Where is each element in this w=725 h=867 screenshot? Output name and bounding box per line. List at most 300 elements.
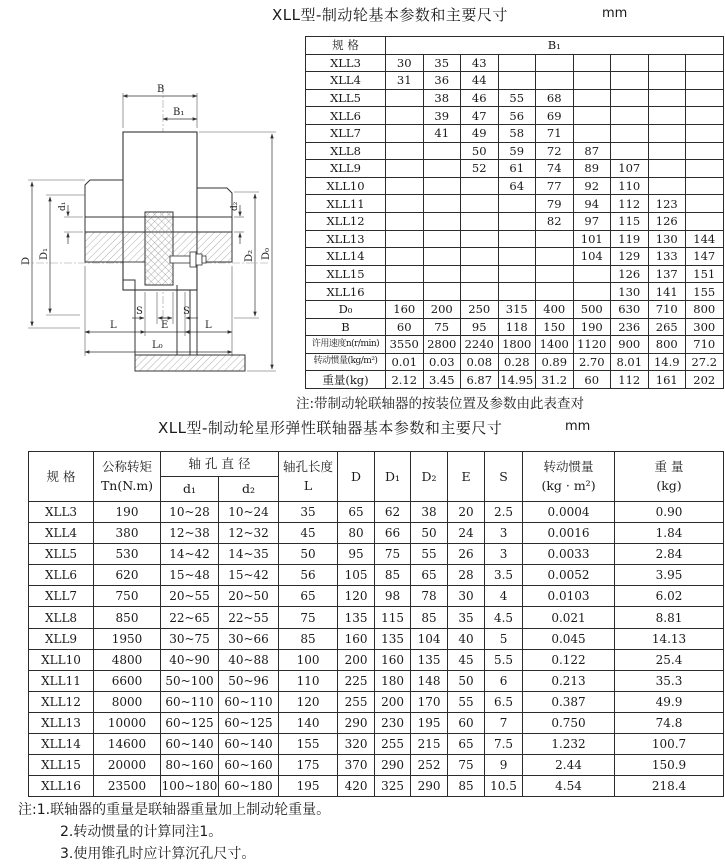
table-row xyxy=(29,776,724,797)
table-cell xyxy=(498,195,536,213)
table-cell xyxy=(573,265,611,283)
table-cell xyxy=(573,89,611,107)
table-cell xyxy=(498,212,536,230)
table-cell: 20000 xyxy=(94,755,161,776)
table-cell xyxy=(386,248,424,266)
table-cell: 45 xyxy=(279,523,338,544)
table-cell: 60~125 xyxy=(219,712,279,733)
table-cell: 35 xyxy=(423,54,461,72)
table-cell: 3 xyxy=(485,523,523,544)
dim-label-D0: D₀ xyxy=(261,247,272,260)
table-cell: 200 xyxy=(375,691,411,712)
table-cell: 0.28 xyxy=(498,353,536,371)
row-label: XLL6 xyxy=(306,107,386,125)
table-cell: 0.213 xyxy=(523,670,615,691)
table-cell: 161 xyxy=(648,371,686,389)
table-cell xyxy=(611,72,649,90)
table-cell: 0.021 xyxy=(523,607,615,628)
inertia-line2: (kg · m²) xyxy=(541,477,596,493)
table-cell: 120 xyxy=(279,691,338,712)
table-cell: 60~110 xyxy=(161,691,219,712)
table-cell: 65 xyxy=(338,502,375,523)
table-cell: 0.03 xyxy=(423,353,461,371)
table-cell: 72 xyxy=(536,142,574,160)
table-cell: 85 xyxy=(411,607,448,628)
table-cell xyxy=(386,177,424,195)
table-cell: 2800 xyxy=(423,336,461,354)
table-cell xyxy=(386,230,424,248)
table-cell xyxy=(536,54,574,72)
table-cell: 2.44 xyxy=(523,755,615,776)
table-cell xyxy=(573,107,611,125)
table-cell xyxy=(386,89,424,107)
table-cell xyxy=(498,248,536,266)
col-header-inertia xyxy=(523,452,615,502)
table-cell xyxy=(573,54,611,72)
table-cell xyxy=(648,142,686,160)
row-label: 转动惯量(kg/m²) xyxy=(306,353,386,371)
table-cell: 315 xyxy=(498,300,536,318)
table-cell xyxy=(648,107,686,125)
table-cell: 60 xyxy=(386,318,424,336)
table-cell: 58 xyxy=(498,124,536,142)
table1-note: 注:带制动轮联轴器的按装位置及参数由此表查对 xyxy=(296,396,585,412)
table-cell: 35 xyxy=(448,607,485,628)
table-cell xyxy=(536,248,574,266)
table-cell: 79 xyxy=(536,195,574,213)
table-cell: 107 xyxy=(611,160,649,178)
table-cell: 14~42 xyxy=(161,544,219,565)
table-cell: 9 xyxy=(485,755,523,776)
table-cell: 82 xyxy=(536,212,574,230)
row-label: XLL11 xyxy=(29,670,94,691)
table-cell: 130 xyxy=(648,230,686,248)
table-cell xyxy=(611,107,649,125)
table-row xyxy=(29,523,724,544)
table-cell: 52 xyxy=(461,160,499,178)
table-row xyxy=(306,142,724,160)
table-cell: 50~100 xyxy=(161,670,219,691)
table-cell: 3.45 xyxy=(423,371,461,389)
table-row xyxy=(29,607,724,628)
col-header-d1: d₁ xyxy=(161,477,219,502)
table-cell: 85 xyxy=(279,628,338,649)
table-cell: 255 xyxy=(375,734,411,755)
table-cell: 85 xyxy=(375,565,411,586)
torque-line1: 公称转矩 xyxy=(101,458,152,474)
row-label: XLL10 xyxy=(306,177,386,195)
table-cell: 104 xyxy=(411,628,448,649)
table-cell: 170 xyxy=(411,691,448,712)
table-cell xyxy=(573,72,611,90)
table-cell: 5.5 xyxy=(485,649,523,670)
table-cell xyxy=(386,265,424,283)
table-cell xyxy=(686,54,724,72)
table-cell: 98 xyxy=(375,586,411,607)
table-cell xyxy=(648,89,686,107)
table-row xyxy=(306,371,724,389)
table-cell: 6 xyxy=(485,670,523,691)
table-cell xyxy=(648,54,686,72)
table-cell: 180 xyxy=(375,670,411,691)
table-cell xyxy=(686,124,724,142)
table-cell: 74 xyxy=(536,160,574,178)
table-cell xyxy=(423,160,461,178)
table-cell: 2.5 xyxy=(485,502,523,523)
table-cell xyxy=(686,142,724,160)
table-cell: 40 xyxy=(448,628,485,649)
table-cell: 8.81 xyxy=(615,607,724,628)
table-row xyxy=(306,72,724,90)
table-row xyxy=(306,300,724,318)
table-cell: 24 xyxy=(448,523,485,544)
table-cell: 49.9 xyxy=(615,691,724,712)
table-cell: 4800 xyxy=(94,649,161,670)
table-cell xyxy=(423,177,461,195)
table-cell: 55 xyxy=(448,691,485,712)
table-cell: 60~180 xyxy=(219,776,279,797)
table-cell xyxy=(461,248,499,266)
table-cell: 140 xyxy=(279,712,338,733)
dim-label-d1: d₁ xyxy=(58,201,68,211)
table-cell: 60~140 xyxy=(161,734,219,755)
table-cell: 75 xyxy=(448,755,485,776)
table-cell: 255 xyxy=(338,691,375,712)
table-cell: 800 xyxy=(648,336,686,354)
table-cell: 265 xyxy=(648,318,686,336)
table-cell: 20~55 xyxy=(161,586,219,607)
table-cell: 135 xyxy=(338,607,375,628)
table-cell: 101 xyxy=(573,230,611,248)
table-cell: 1120 xyxy=(573,336,611,354)
table-cell: 0.387 xyxy=(523,691,615,712)
row-label: XLL5 xyxy=(29,544,94,565)
table-cell: 190 xyxy=(573,318,611,336)
dim-label-L0: L₀ xyxy=(152,340,163,351)
table-cell: 320 xyxy=(338,734,375,755)
row-label: XLL13 xyxy=(306,230,386,248)
row-label: XLL12 xyxy=(306,212,386,230)
row-label: XLL13 xyxy=(29,712,94,733)
table-cell: 144 xyxy=(686,230,724,248)
brake-wheel-table xyxy=(305,36,724,389)
table-cell xyxy=(648,72,686,90)
table-cell: 0.0052 xyxy=(523,565,615,586)
table-cell: 27.2 xyxy=(686,353,724,371)
table-cell: 0.90 xyxy=(615,502,724,523)
table-cell: 100~180 xyxy=(161,776,219,797)
table-cell: 44 xyxy=(461,72,499,90)
table-cell xyxy=(686,89,724,107)
table-row xyxy=(29,691,724,712)
table-cell xyxy=(386,142,424,160)
table-cell: 3.95 xyxy=(615,565,724,586)
table-cell: 22~65 xyxy=(161,607,219,628)
table-cell xyxy=(498,72,536,90)
table-cell: 60~125 xyxy=(161,712,219,733)
row-label: XLL15 xyxy=(306,265,386,283)
table-cell: 141 xyxy=(648,283,686,301)
table-cell: 75 xyxy=(423,318,461,336)
row-label: 重量(kg) xyxy=(306,371,386,389)
table-cell: 2240 xyxy=(461,336,499,354)
table-row xyxy=(306,283,724,301)
table-cell xyxy=(536,265,574,283)
table-row xyxy=(306,353,724,371)
table-cell: 43 xyxy=(461,54,499,72)
table-cell: 115 xyxy=(375,607,411,628)
table-cell: 300 xyxy=(686,318,724,336)
table-cell: 0.0033 xyxy=(523,544,615,565)
table-cell: 49 xyxy=(461,124,499,142)
dim-label-S-right: S xyxy=(183,306,190,317)
table-cell: 160 xyxy=(338,628,375,649)
table-row xyxy=(29,586,724,607)
row-label: B xyxy=(306,318,386,336)
col-header-D1: D₁ xyxy=(375,452,411,502)
bottom-note-3: 3.使用锥孔时应计算沉孔尺寸。 xyxy=(60,846,256,862)
table-row xyxy=(29,565,724,586)
table-cell: 22~55 xyxy=(219,607,279,628)
table-row xyxy=(306,89,724,107)
table-header-row xyxy=(306,37,724,55)
table-row xyxy=(29,502,724,523)
table-cell: 120 xyxy=(338,586,375,607)
col-header-spec: 规 格 xyxy=(306,37,386,55)
table-cell: 61 xyxy=(498,160,536,178)
row-label: XLL5 xyxy=(306,89,386,107)
table-cell: 75 xyxy=(279,607,338,628)
col-header-S: S xyxy=(485,452,523,502)
table-cell: 3.5 xyxy=(485,565,523,586)
row-label: XLL4 xyxy=(306,72,386,90)
table-cell: 155 xyxy=(279,734,338,755)
table-cell: 46 xyxy=(461,89,499,107)
table-cell: 0.01 xyxy=(386,353,424,371)
col-header-weight xyxy=(615,452,724,502)
table-cell xyxy=(498,265,536,283)
table-cell: 47 xyxy=(461,107,499,125)
table-cell xyxy=(573,124,611,142)
table-cell xyxy=(423,283,461,301)
table-cell xyxy=(611,89,649,107)
table-cell: 218.4 xyxy=(615,776,724,797)
col-header-d2: d₂ xyxy=(219,477,279,502)
table-cell xyxy=(461,265,499,283)
table-cell: 100 xyxy=(279,649,338,670)
table-cell: 290 xyxy=(375,755,411,776)
table-cell: 137 xyxy=(648,265,686,283)
table-cell: 290 xyxy=(411,776,448,797)
table-cell: 15~48 xyxy=(161,565,219,586)
row-label: XLL7 xyxy=(306,124,386,142)
table-cell: 800 xyxy=(686,300,724,318)
table-cell: 5 xyxy=(485,628,523,649)
row-label: XLL14 xyxy=(29,734,94,755)
table-cell: 6.02 xyxy=(615,586,724,607)
table-cell: 6.87 xyxy=(461,371,499,389)
row-label: XLL8 xyxy=(29,607,94,628)
table-row xyxy=(306,248,724,266)
table-cell: 175 xyxy=(279,755,338,776)
row-label: XLL9 xyxy=(306,160,386,178)
table-cell: 23500 xyxy=(94,776,161,797)
col-header-D2: D₂ xyxy=(411,452,448,502)
table-cell: 1.232 xyxy=(523,734,615,755)
table-cell: 148 xyxy=(411,670,448,691)
table-row xyxy=(306,195,724,213)
table-cell: 900 xyxy=(611,336,649,354)
table-cell: 65 xyxy=(411,565,448,586)
table-cell xyxy=(686,72,724,90)
col-header-bore-len xyxy=(279,452,338,502)
col-header-D: D xyxy=(338,452,375,502)
weight-line1: 重 量 xyxy=(654,458,684,474)
bottom-note-1: 注:1.联轴器的重量是联轴器重量加上制动轮重量。 xyxy=(18,802,331,818)
table-cell: 195 xyxy=(279,776,338,797)
table-cell: 41 xyxy=(423,124,461,142)
table-row xyxy=(29,734,724,755)
table-row xyxy=(306,265,724,283)
table-cell: 30~66 xyxy=(219,628,279,649)
table-cell: 56 xyxy=(498,107,536,125)
table-row xyxy=(306,336,724,354)
table-cell: 370 xyxy=(338,755,375,776)
table-cell xyxy=(423,230,461,248)
table-cell xyxy=(386,107,424,125)
table-cell: 8000 xyxy=(94,691,161,712)
table-cell: 530 xyxy=(94,544,161,565)
table-cell: 1.84 xyxy=(615,523,724,544)
table-cell: 4.54 xyxy=(523,776,615,797)
row-label: D₀ xyxy=(306,300,386,318)
table-cell: 1800 xyxy=(498,336,536,354)
table-cell: 135 xyxy=(411,649,448,670)
table-cell: 160 xyxy=(386,300,424,318)
table-cell: 60~160 xyxy=(219,755,279,776)
table-cell: 119 xyxy=(611,230,649,248)
row-label: XLL7 xyxy=(29,586,94,607)
table-cell: 2.70 xyxy=(573,353,611,371)
table-cell xyxy=(423,195,461,213)
table-cell xyxy=(573,283,611,301)
table-cell: 40~88 xyxy=(219,649,279,670)
table-cell: 110 xyxy=(279,670,338,691)
inertia-line1: 转动惯量 xyxy=(543,458,594,474)
table-cell: 36 xyxy=(423,72,461,90)
table2-title: XLL型-制动轮星形弹性联轴器基本参数和主要尺寸 xyxy=(158,419,503,437)
table-cell: 133 xyxy=(648,248,686,266)
table-cell: 150 xyxy=(536,318,574,336)
table-cell: 20 xyxy=(448,502,485,523)
table1-unit: mm xyxy=(602,6,628,21)
torque-line2: Tn(N.m) xyxy=(100,477,154,493)
table-cell: 250 xyxy=(461,300,499,318)
table-cell: 26 xyxy=(448,544,485,565)
table-cell: 56 xyxy=(279,565,338,586)
table-cell: 94 xyxy=(573,195,611,213)
bore-len-line1: 轴孔长度 xyxy=(283,458,334,474)
table-cell: 14600 xyxy=(94,734,161,755)
left-hub-section xyxy=(85,232,145,262)
table-cell: 10000 xyxy=(94,712,161,733)
table-cell: 87 xyxy=(573,142,611,160)
table-cell xyxy=(423,248,461,266)
row-label: XLL14 xyxy=(306,248,386,266)
table-cell: 6.5 xyxy=(485,691,523,712)
table-cell xyxy=(611,54,649,72)
table-cell xyxy=(648,177,686,195)
table-row xyxy=(306,107,724,125)
table1-body xyxy=(306,54,724,388)
table-cell: 69 xyxy=(536,107,574,125)
table-cell: 95 xyxy=(338,544,375,565)
table-cell xyxy=(686,160,724,178)
row-label: XLL3 xyxy=(29,502,94,523)
table-cell xyxy=(648,160,686,178)
row-label: XLL9 xyxy=(29,628,94,649)
table-cell: 50 xyxy=(279,544,338,565)
table-cell: 150.9 xyxy=(615,755,724,776)
table-cell: 110 xyxy=(611,177,649,195)
table-cell: 38 xyxy=(423,89,461,107)
table-cell: 750 xyxy=(94,586,161,607)
table-cell: 0.750 xyxy=(523,712,615,733)
table2-body xyxy=(29,502,724,797)
table-cell: 65 xyxy=(279,586,338,607)
table-cell: 30 xyxy=(386,54,424,72)
row-label: XLL11 xyxy=(306,195,386,213)
row-label: XLL4 xyxy=(29,523,94,544)
dim-label-D1: D₁ xyxy=(39,247,50,260)
table-cell: 31.2 xyxy=(536,371,574,389)
table-cell: 236 xyxy=(611,318,649,336)
table-cell: 62 xyxy=(375,502,411,523)
dim-label-B: B xyxy=(157,84,165,95)
table-cell: 35.3 xyxy=(615,670,724,691)
table-cell xyxy=(498,283,536,301)
table-row xyxy=(306,54,724,72)
table-cell: 105 xyxy=(338,565,375,586)
table-cell: 28 xyxy=(448,565,485,586)
dim-label-E: E xyxy=(161,320,169,331)
table-cell: 115 xyxy=(611,212,649,230)
col-header-E: E xyxy=(448,452,485,502)
table-cell: 151 xyxy=(686,265,724,283)
table-cell: 710 xyxy=(686,336,724,354)
table-cell: 31 xyxy=(386,72,424,90)
table-cell: 12~38 xyxy=(161,523,219,544)
row-label: XLL8 xyxy=(306,142,386,160)
table-cell xyxy=(686,107,724,125)
table-cell xyxy=(423,142,461,160)
table-cell: 50 xyxy=(448,670,485,691)
base-flange xyxy=(135,355,245,371)
table-cell: 1950 xyxy=(94,628,161,649)
table-cell: 20~50 xyxy=(219,586,279,607)
table-cell: 4.5 xyxy=(485,607,523,628)
table-cell xyxy=(461,177,499,195)
table-cell: 97 xyxy=(573,212,611,230)
table-row xyxy=(306,318,724,336)
elastic-spider-crosshatch xyxy=(145,212,173,285)
table-cell: 55 xyxy=(411,544,448,565)
table-cell xyxy=(686,195,724,213)
table-cell xyxy=(536,72,574,90)
table-cell: 38 xyxy=(411,502,448,523)
col-header-torque xyxy=(94,452,161,502)
table-cell: 147 xyxy=(686,248,724,266)
